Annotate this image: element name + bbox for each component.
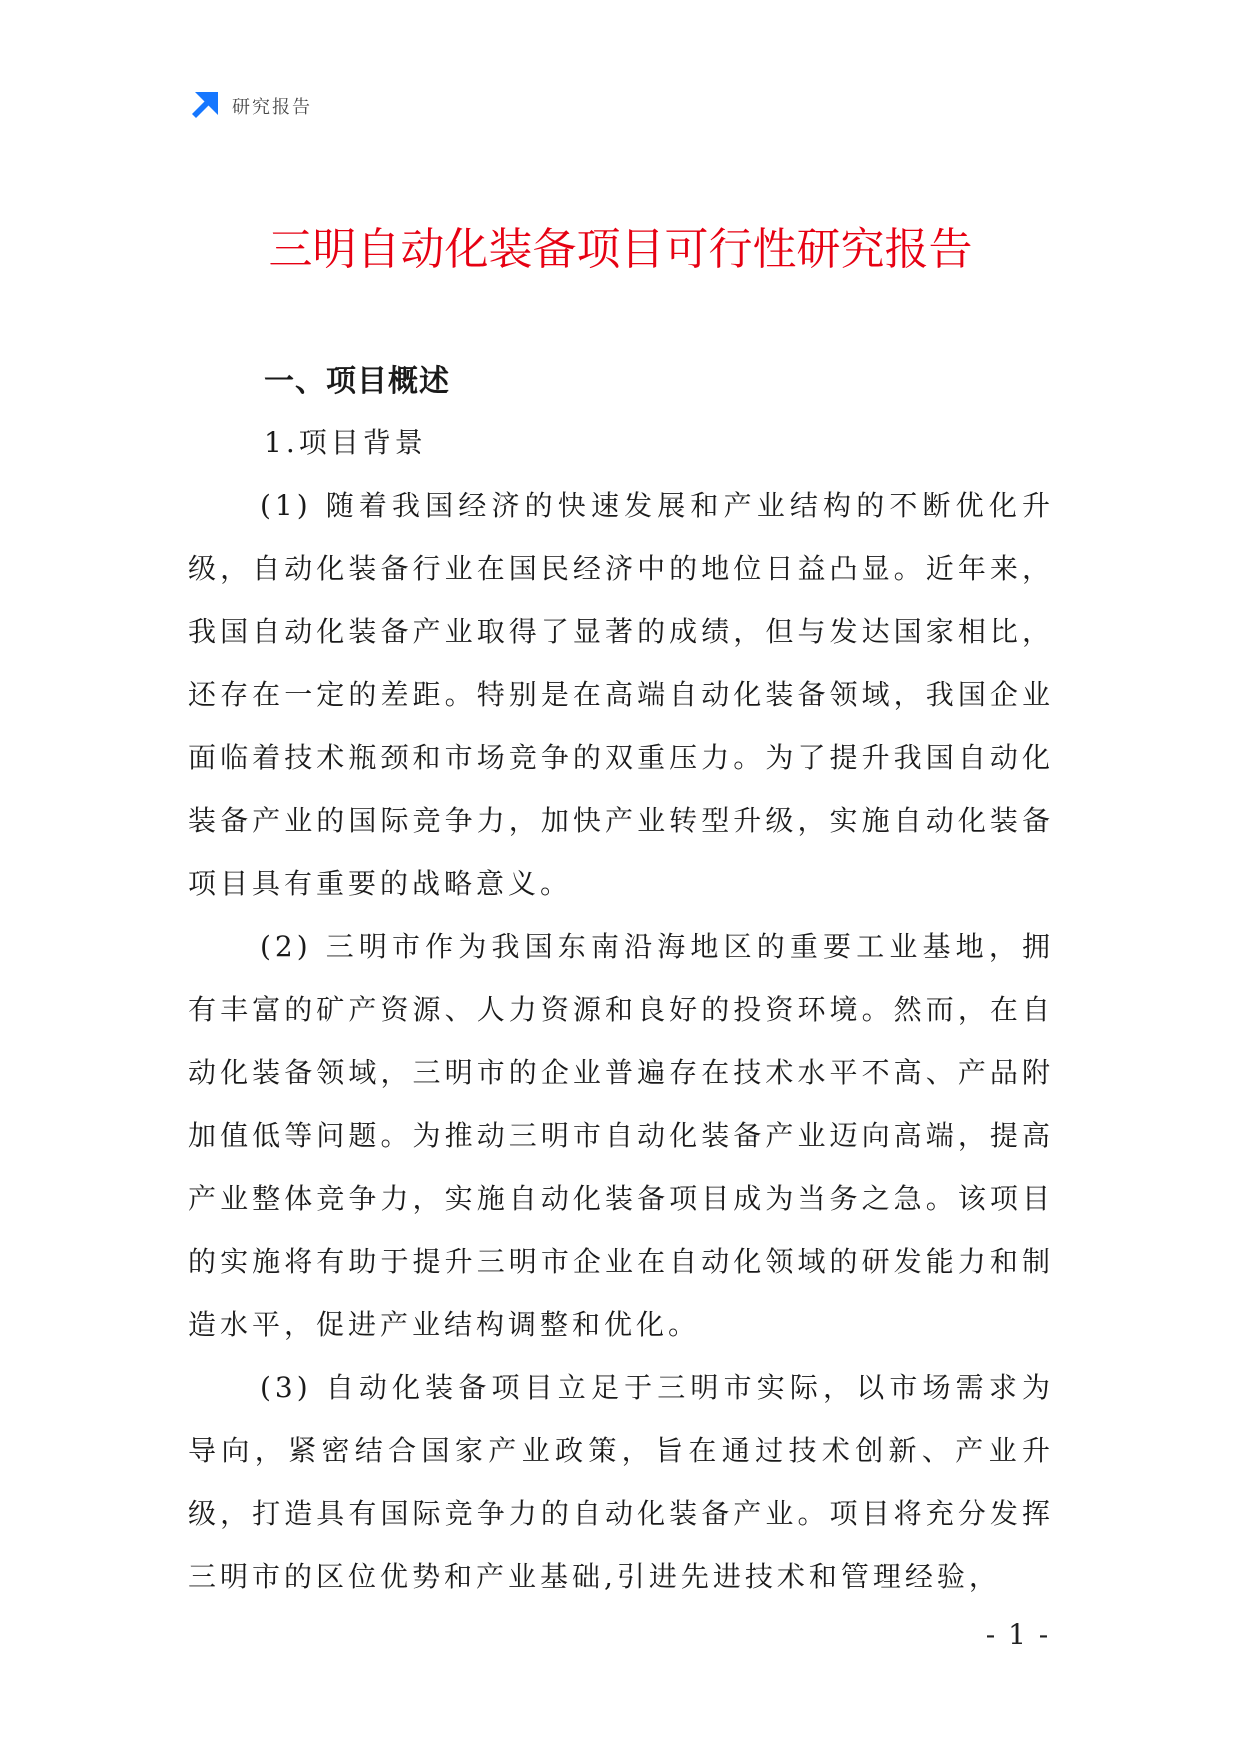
document-title: 三明自动化装备项目可行性研究报告 xyxy=(268,224,973,275)
arrow-up-right-icon xyxy=(188,90,220,122)
paragraph-2: (2) 三明市作为我国东南沿海地区的重要工业基地，拥有丰富的矿产资源、人力资源和良好的投资环境。然而，在自动化装备领域，三明市的企业普遍存在技术水平不高、产品附加值低等问题。为推动三明市自动化装备产业迈向高端，提高产业整体竞争力，实施自动化装备项目成为当务之急。该项目的实施将有助于提升三明市企业在自动化领域的研发能力和制造水平，促进产业结构调整和优化。 xyxy=(188,930,1054,1341)
header-label: 研究报告 xyxy=(232,97,312,118)
paragraph-1: (1) 随着我国经济的快速发展和产业结构的不断优化升级，自动化装备行业在国民经济中的地位日益凸显。近年来，我国自动化装备产业取得了显著的成绩，但与发达国家相比，还存在一定的差距。特别是在高端自动化装备领域，我国企业面临着技术瓶颈和市场竞争的双重压力。为了提升我国自动化装备产业的国际竞争力，加快产业转型升级，实施自动化装备项目具有重要的战略意义。 xyxy=(188,489,1054,900)
section-heading: 一、项目概述 xyxy=(264,364,450,399)
paragraph-3: (3) 自动化装备项目立足于三明市实际，以市场需求为导向，紧密结合国家产业政策，旨在通过技术创新、产业升级，打造具有国际竞争力的自动化装备产业。项目将充分发挥三明市的区位优势和产业基础,引进先进技术和管理经验， xyxy=(188,1371,1054,1593)
sub-heading: 1.项目背景 xyxy=(264,426,427,459)
page-header xyxy=(188,88,312,124)
document-body xyxy=(188,352,1054,1608)
page-number: - 1 - xyxy=(985,1618,1051,1651)
